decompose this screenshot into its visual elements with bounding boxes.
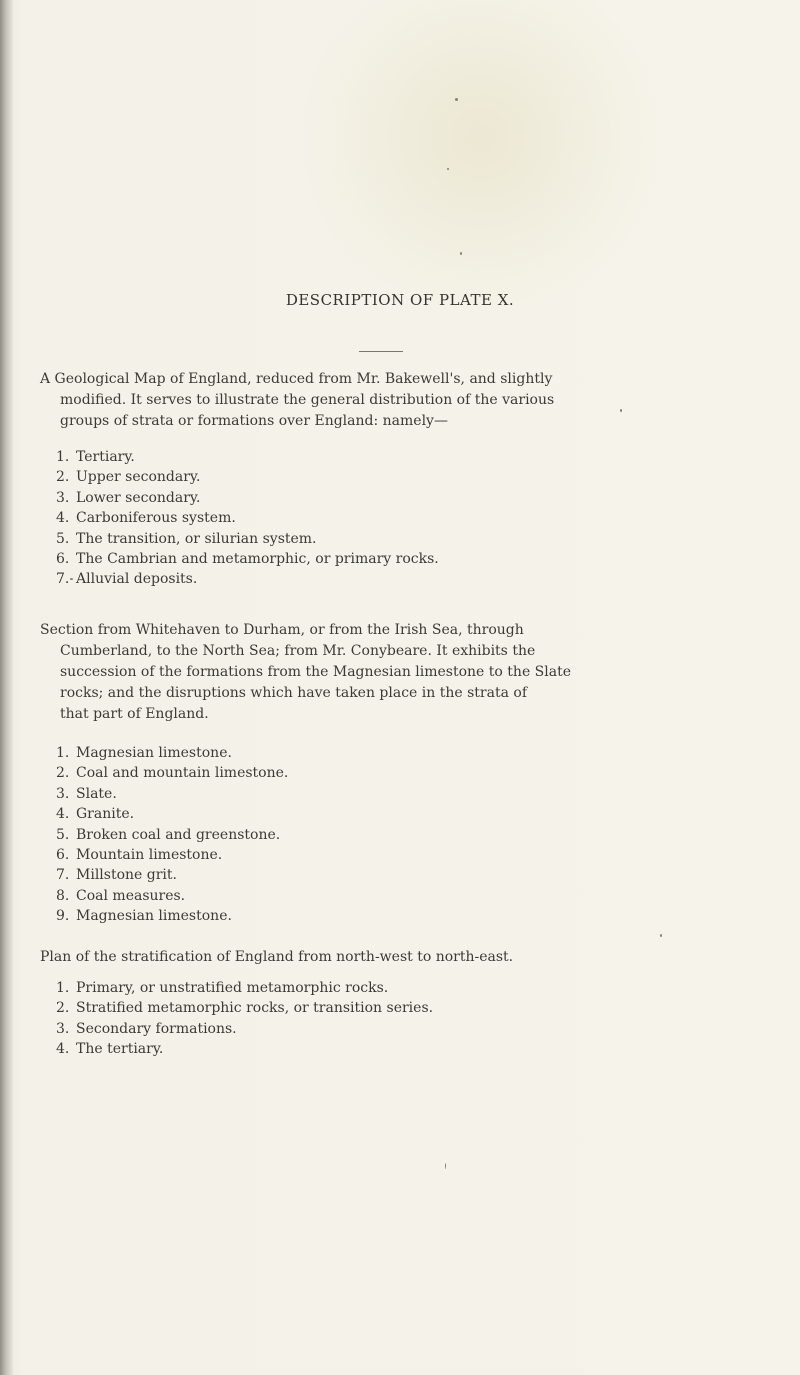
- paragraph-line: that part of England.: [60, 706, 209, 722]
- list-item: 4. Carboniferous system.: [56, 510, 236, 527]
- page-title: DESCRIPTION OF PLATE X.: [285, 291, 515, 309]
- plan-legend-list: [56, 978, 756, 1060]
- list-item: 1. Magnesian limestone.: [56, 745, 232, 761]
- list-item: 9. Magnesian limestone.: [56, 908, 232, 925]
- list-item: 3. Secondary formations.: [56, 1020, 237, 1037]
- list-item: 8. Coal measures.: [56, 887, 186, 904]
- paragraph-line: succession of the formations from the Magnesian limestone to the Slate: [60, 664, 571, 680]
- list-item: 2. Upper secondary.: [56, 469, 201, 486]
- list-item: 4. The tertiary.: [56, 1041, 164, 1058]
- plan-description: [40, 947, 760, 968]
- map-description: [40, 369, 760, 432]
- list-item: 5. Broken coal and greenstone.: [56, 826, 281, 843]
- binding-shadow: [0, 0, 14, 1375]
- list-item: 6. Mountain limestone.: [56, 847, 223, 864]
- list-item: 4. Granite.: [56, 806, 135, 823]
- section-description: [40, 620, 760, 725]
- paragraph-line: Plan of the stratification of England from north-west to north-east.: [40, 949, 514, 965]
- map-legend-list: [56, 447, 756, 590]
- list-item: 3. Slate.: [56, 785, 117, 802]
- title-divider: [359, 351, 403, 352]
- paragraph-line: rocks; and the disruptions which have taken place in the strata of: [60, 685, 527, 701]
- list-item: 6. The Cambrian and metamorphic, or primary rocks.: [56, 551, 439, 568]
- section-legend-list: [56, 743, 756, 927]
- list-item: 2. Stratified metamorphic rocks, or transition series.: [56, 1000, 434, 1017]
- paragraph-line: Section from Whitehaven to Durham, or from the Irish Sea, through: [40, 622, 524, 638]
- paragraph-line: modified. It serves to illustrate the general distribution of the various: [60, 392, 555, 408]
- list-item: 1. Primary, or unstratified metamorphic rocks.: [56, 980, 389, 996]
- paragraph-line: Cumberland, to the North Sea; from Mr. Conybeare. It exhibits the: [60, 643, 536, 659]
- list-item: 1. Tertiary.: [56, 449, 135, 465]
- list-item: 3. Lower secondary.: [56, 489, 201, 506]
- paragraph-line: groups of strata or formations over England: namely—: [60, 413, 448, 429]
- list-item: 7. Alluvial deposits.: [56, 571, 198, 588]
- list-item: 2. Coal and mountain limestone.: [56, 765, 289, 782]
- list-item: 5. The transition, or silurian system.: [56, 530, 317, 547]
- list-item: 7. Millstone grit.: [56, 867, 177, 884]
- paragraph-line: A Geological Map of England, reduced from Mr. Bakewell's, and slightly: [40, 371, 553, 387]
